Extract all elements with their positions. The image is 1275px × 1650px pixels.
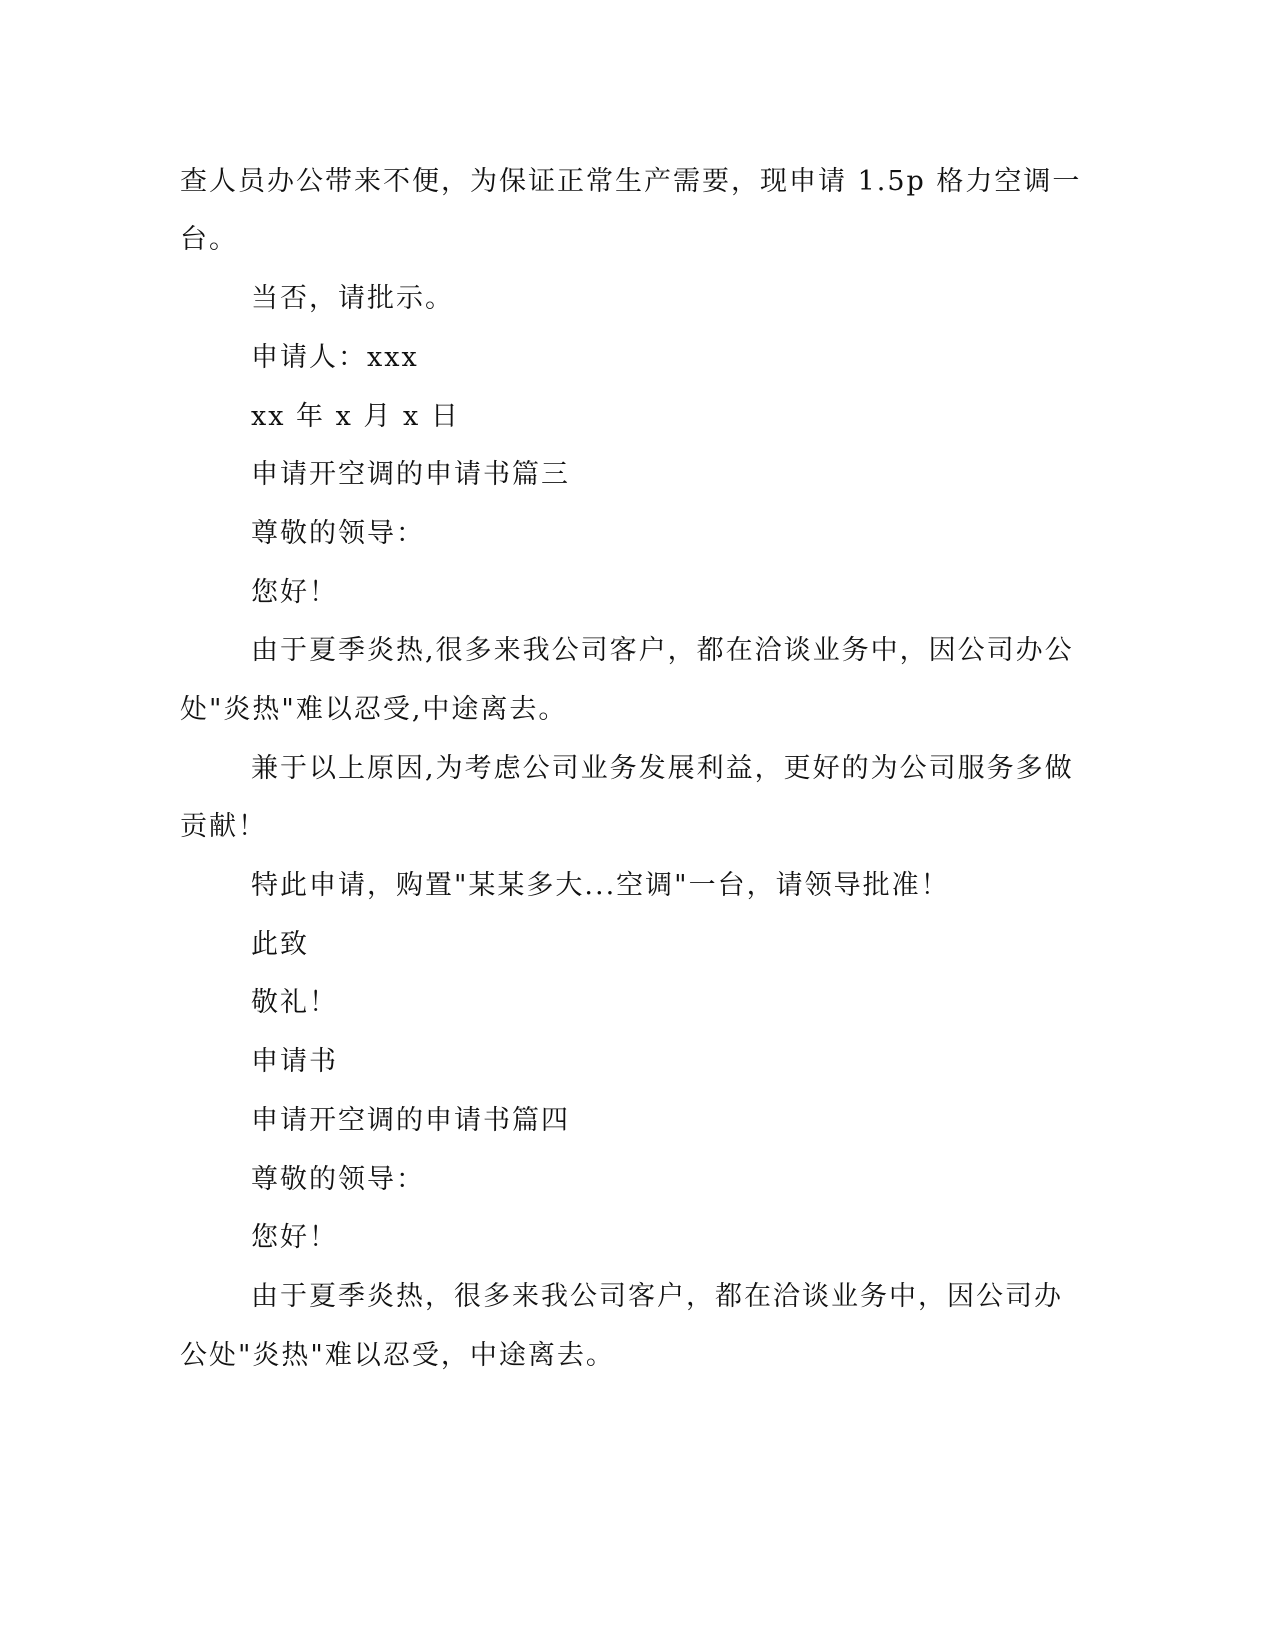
paragraph-line: 当否，请批示。 [251,283,454,314]
paragraph-line: 由于夏季炎热,很多来我公司客户，都在洽谈业务中，因公司办公 [251,635,1074,666]
paragraph-line: 特此申请，购置"某某多大...空调"一台，请领导批准！ [251,870,950,901]
salutation: 尊敬的领导： [251,1164,425,1195]
paragraph-line: 查人员办公带来不便，为保证正常生产需要，现申请 1.5p 格力空调一 [180,166,1082,197]
paragraph-line: 处"炎热"难以忍受,中途离去。 [180,694,568,725]
paragraph-line: 台。 [180,224,238,255]
signature-line: 申请书 [251,1046,338,1077]
greeting: 您好！ [251,577,338,608]
section-heading: 申请开空调的申请书篇四 [251,1105,570,1136]
paragraph-line: 公处"炎热"难以忍受，中途离去。 [180,1340,615,1371]
closing-line: 此致 [251,929,309,960]
salutation: 尊敬的领导： [251,518,425,549]
paragraph-line: 由于夏季炎热，很多来我公司客户，都在洽谈业务中，因公司办 [251,1281,1063,1312]
closing-line: 敬礼！ [251,987,338,1018]
paragraph-line: 兼于以上原因,为考虑公司业务发展利益，更好的为公司服务多做 [251,753,1074,784]
date-line: xx 年 x 月 x 日 [251,401,460,432]
section-heading: 申请开空调的申请书篇三 [251,459,570,490]
paragraph-line: 贡献！ [180,811,267,842]
applicant-line: 申请人：xxx [251,342,419,373]
greeting: 您好！ [251,1222,338,1253]
